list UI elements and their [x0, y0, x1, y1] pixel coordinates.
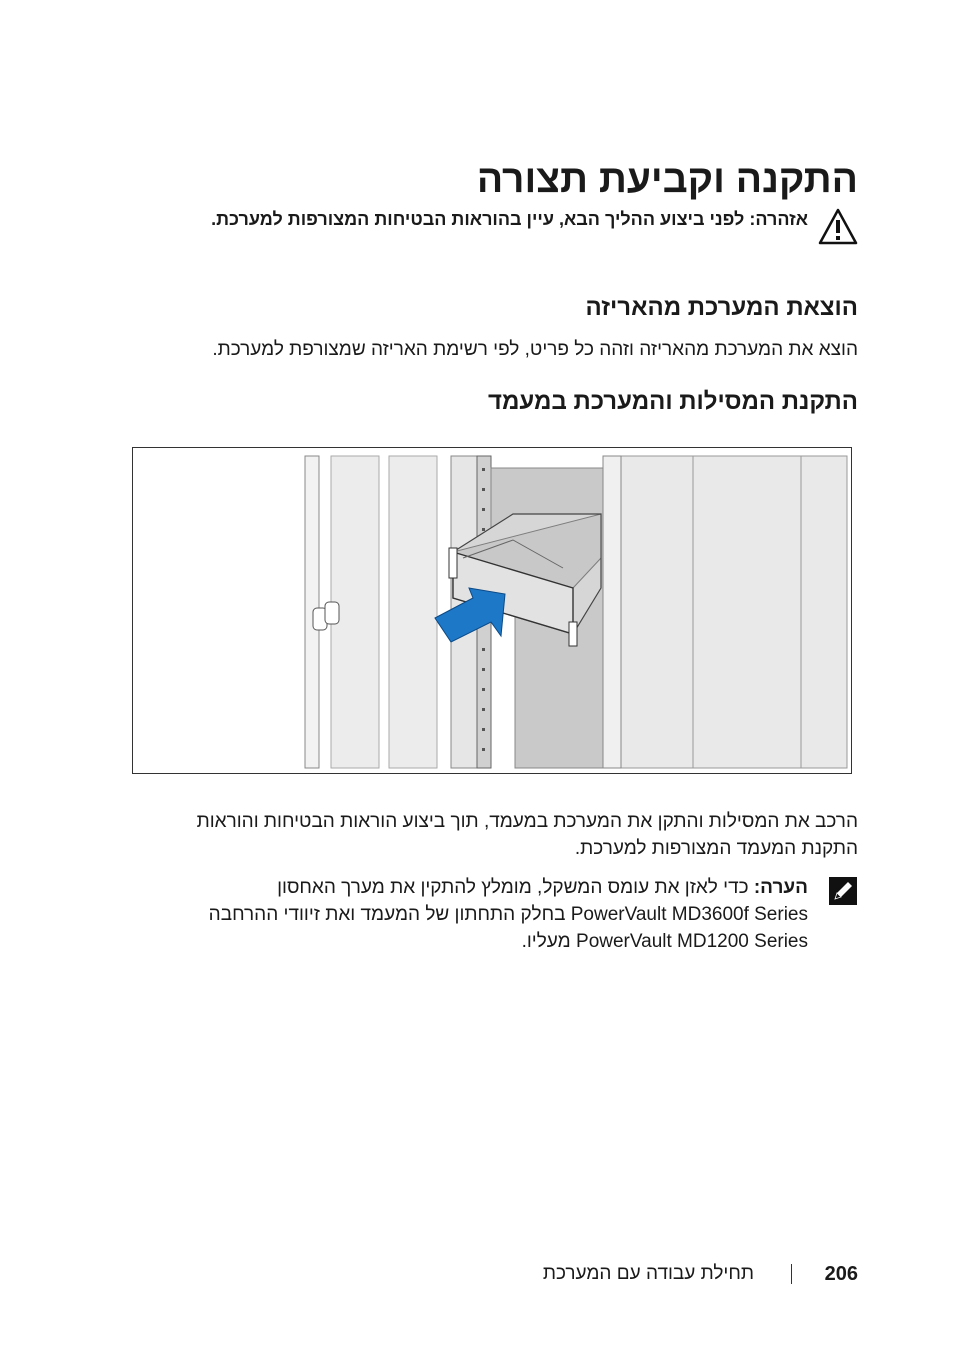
warning-text: אזהרה: לפני ביצוע ההליך הבא, עיין בהוראות הבטיחות המצורפות למערכת. [211, 209, 808, 229]
section-heading-rack-install: התקנת המסילות והמערכת במעמד [488, 388, 858, 415]
note-label: הערה: [753, 877, 808, 898]
page-footer [358, 1260, 858, 1288]
section-heading-unpacking: הוצאת המערכת מהאריזה [585, 294, 858, 321]
note-text [188, 874, 808, 955]
section-body-unpacking: הוצא את המערכת מהאריזה וזהה כל פריט, לפי רשימת האריזה שמצורפת למערכת. [212, 339, 858, 360]
note-body: כדי לאזן את עומס המשקל, מומלץ להתקין את מערך האחסון PowerVault MD3600f Series בחלק התחתון של המעמד ואת זיוודי ההרחבה PowerVault MD1200 Series מעליו. [208, 877, 808, 952]
warning-block [178, 206, 858, 266]
note-pencil-icon [828, 876, 858, 906]
page-number: 206 [824, 1263, 858, 1285]
footer-separator [791, 1264, 792, 1284]
page-title: התקנה וקביעת תצורה [476, 158, 858, 201]
rack-installation-figure [132, 447, 852, 774]
warning-triangle-icon [818, 208, 858, 246]
rack-illustration [133, 448, 851, 773]
section-body-rack-install: הרכב את המסילות והתקן את המערכת במעמד, תוך ביצוע הוראות הבטיחות והוראות התקנת המעמד המצורפות למערכת. [196, 811, 858, 859]
footer-title: תחילת עבודה עם המערכת [542, 1263, 754, 1284]
note-block [178, 874, 858, 958]
